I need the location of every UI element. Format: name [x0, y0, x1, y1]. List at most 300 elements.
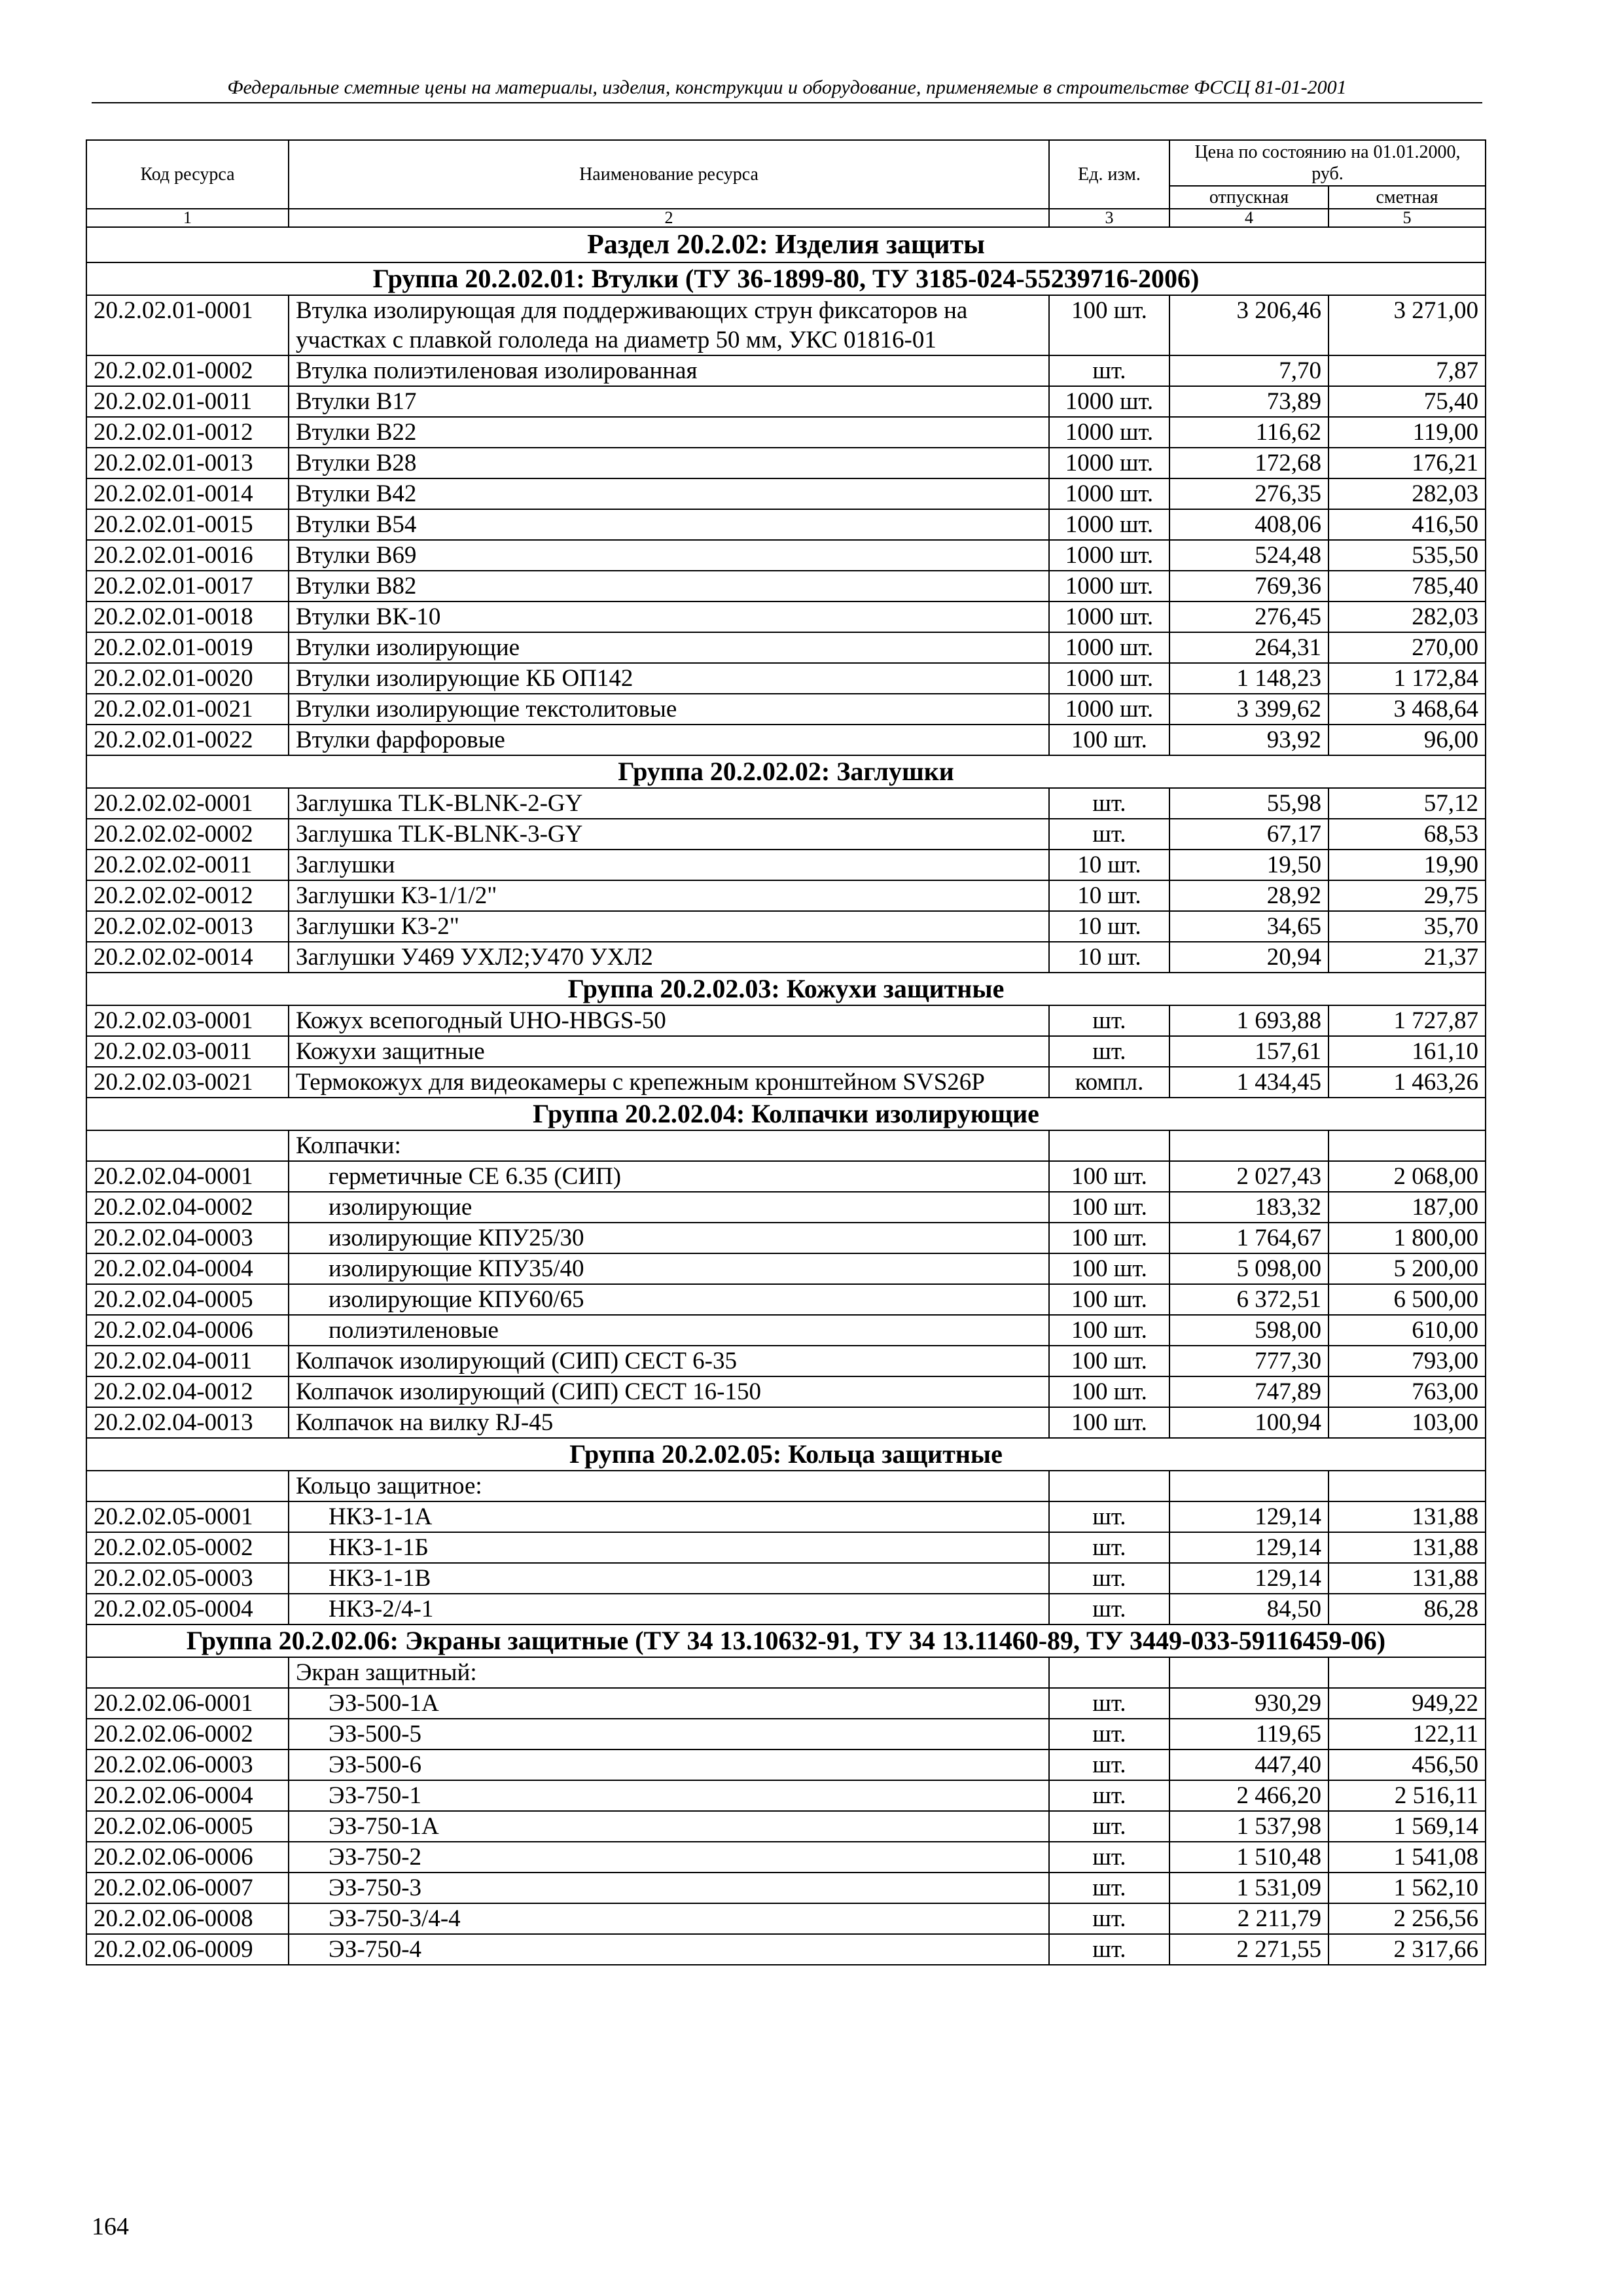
release-price-cell: 1 434,45: [1169, 1067, 1329, 1098]
code-cell: 20.2.02.04-0006: [86, 1315, 289, 1346]
code-cell: 20.2.02.01-0001: [86, 295, 289, 355]
table-row: [86, 850, 1486, 880]
code-cell: 20.2.02.02-0002: [86, 819, 289, 850]
table-row: [86, 1315, 1486, 1346]
subhead-label: Колпачки:: [289, 1130, 1049, 1161]
col-header-release: отпускная: [1169, 186, 1329, 209]
unit-cell: шт.: [1049, 1501, 1169, 1532]
table-row: [86, 295, 1486, 355]
table-row: [86, 1284, 1486, 1315]
empty-cell: [86, 1657, 289, 1688]
unit-cell: шт.: [1049, 788, 1169, 819]
name-cell: Заглушка TLK-BLNK-3-GY: [289, 819, 1049, 850]
table-row: [86, 1501, 1486, 1532]
unit-cell: компл.: [1049, 1067, 1169, 1098]
table-row: [86, 1036, 1486, 1067]
unit-cell: 1000 шт.: [1049, 694, 1169, 725]
name-cell: полиэтиленовые: [289, 1315, 1049, 1346]
unit-cell: шт.: [1049, 1842, 1169, 1873]
estimate-price-cell: 6 500,00: [1329, 1284, 1486, 1315]
code-cell: 20.2.02.01-0022: [86, 725, 289, 755]
estimate-price-cell: 122,11: [1329, 1719, 1486, 1749]
estimate-price-cell: 949,22: [1329, 1688, 1486, 1719]
name-cell: Заглушка TLK-BLNK-2-GY: [289, 788, 1049, 819]
name-cell: НКЗ-2/4-1: [289, 1594, 1049, 1624]
release-price-cell: 747,89: [1169, 1376, 1329, 1407]
code-cell: 20.2.02.04-0012: [86, 1376, 289, 1407]
table-row: [86, 1811, 1486, 1842]
code-cell: 20.2.02.01-0021: [86, 694, 289, 725]
estimate-price-cell: 1 569,14: [1329, 1811, 1486, 1842]
unit-cell: 100 шт.: [1049, 1253, 1169, 1284]
unit-cell: 100 шт.: [1049, 1346, 1169, 1376]
code-cell: 20.2.02.01-0018: [86, 601, 289, 632]
table-row: [86, 880, 1486, 911]
table-row: [86, 1719, 1486, 1749]
name-cell: Заглушки К3-2": [289, 911, 1049, 942]
release-price-cell: 6 372,51: [1169, 1284, 1329, 1315]
empty-cell: [1169, 1130, 1329, 1161]
name-cell: Заглушки У469 УХЛ2;У470 УХЛ2: [289, 942, 1049, 973]
empty-cell: [1329, 1130, 1486, 1161]
release-price-cell: 276,35: [1169, 478, 1329, 509]
code-cell: 20.2.02.06-0003: [86, 1749, 289, 1780]
table-body: [86, 227, 1486, 1965]
unit-cell: 100 шт.: [1049, 1284, 1169, 1315]
estimate-price-cell: 1 800,00: [1329, 1223, 1486, 1253]
estimate-price-cell: 29,75: [1329, 880, 1486, 911]
release-price-cell: 1 693,88: [1169, 1005, 1329, 1036]
unit-cell: 100 шт.: [1049, 1223, 1169, 1253]
table-row: [86, 1161, 1486, 1192]
name-cell: Заглушки К3-1/1/2": [289, 880, 1049, 911]
col-number: 2: [289, 209, 1049, 227]
table-row: [86, 571, 1486, 601]
code-cell: 20.2.02.02-0001: [86, 788, 289, 819]
name-cell: Втулки В82: [289, 571, 1049, 601]
table-row: [86, 1842, 1486, 1873]
unit-cell: шт.: [1049, 1005, 1169, 1036]
release-price-cell: 5 098,00: [1169, 1253, 1329, 1284]
code-cell: 20.2.02.06-0006: [86, 1842, 289, 1873]
code-cell: 20.2.02.04-0013: [86, 1407, 289, 1438]
group-title: Группа 20.2.02.06: Экраны защитные (ТУ 34 13.10632-91, ТУ 34 13.11460-89, ТУ 3449-033-59116459-06): [86, 1624, 1486, 1657]
unit-cell: шт.: [1049, 1934, 1169, 1965]
name-cell: Втулка полиэтиленовая изолированная: [289, 355, 1049, 386]
table-row: [86, 448, 1486, 478]
table-row: [86, 1376, 1486, 1407]
name-cell: Колпачок изолирующий (СИП) СЕСТ 6-35: [289, 1346, 1049, 1376]
unit-cell: шт.: [1049, 819, 1169, 850]
code-cell: 20.2.02.01-0020: [86, 663, 289, 694]
group-row: [86, 1438, 1486, 1471]
release-price-cell: 1 510,48: [1169, 1842, 1329, 1873]
table-row: [86, 417, 1486, 448]
estimate-price-cell: 131,88: [1329, 1563, 1486, 1594]
subhead-row: [86, 1657, 1486, 1688]
code-cell: 20.2.02.01-0016: [86, 540, 289, 571]
estimate-price-cell: 763,00: [1329, 1376, 1486, 1407]
name-cell: Втулки В69: [289, 540, 1049, 571]
unit-cell: 1000 шт.: [1049, 632, 1169, 663]
estimate-price-cell: 456,50: [1329, 1749, 1486, 1780]
code-cell: 20.2.02.02-0012: [86, 880, 289, 911]
group-row: [86, 262, 1486, 295]
estimate-price-cell: 75,40: [1329, 386, 1486, 417]
estimate-price-cell: 416,50: [1329, 509, 1486, 540]
code-cell: 20.2.02.01-0014: [86, 478, 289, 509]
unit-cell: 10 шт.: [1049, 911, 1169, 942]
table-row: [86, 1563, 1486, 1594]
unit-cell: 1000 шт.: [1049, 571, 1169, 601]
name-cell: Колпачок на вилку RJ-45: [289, 1407, 1049, 1438]
estimate-price-cell: 270,00: [1329, 632, 1486, 663]
group-row: [86, 755, 1486, 788]
name-cell: ЭЗ-750-4: [289, 1934, 1049, 1965]
name-cell: герметичные СЕ 6.35 (СИП): [289, 1161, 1049, 1192]
release-price-cell: 19,50: [1169, 850, 1329, 880]
name-cell: Втулки ВК-10: [289, 601, 1049, 632]
table-row: [86, 663, 1486, 694]
estimate-price-cell: 2 317,66: [1329, 1934, 1486, 1965]
col-header-name: Наименование ресурса: [289, 140, 1049, 209]
group-row: [86, 1098, 1486, 1130]
code-cell: 20.2.02.01-0015: [86, 509, 289, 540]
subhead-row: [86, 1130, 1486, 1161]
estimate-price-cell: 161,10: [1329, 1036, 1486, 1067]
code-cell: 20.2.02.02-0014: [86, 942, 289, 973]
unit-cell: шт.: [1049, 1811, 1169, 1842]
table-row: [86, 601, 1486, 632]
unit-cell: 100 шт.: [1049, 725, 1169, 755]
table-row: [86, 540, 1486, 571]
empty-cell: [1169, 1471, 1329, 1501]
unit-cell: 1000 шт.: [1049, 478, 1169, 509]
code-cell: 20.2.02.01-0013: [86, 448, 289, 478]
estimate-price-cell: 57,12: [1329, 788, 1486, 819]
name-cell: НКЗ-1-1Б: [289, 1532, 1049, 1563]
code-cell: 20.2.02.01-0011: [86, 386, 289, 417]
code-cell: 20.2.02.03-0001: [86, 1005, 289, 1036]
table-row: [86, 911, 1486, 942]
table-row: [86, 355, 1486, 386]
estimate-price-cell: 1 463,26: [1329, 1067, 1486, 1098]
estimate-price-cell: 131,88: [1329, 1501, 1486, 1532]
unit-cell: шт.: [1049, 1719, 1169, 1749]
table-row: [86, 478, 1486, 509]
section-row: [86, 227, 1486, 262]
unit-cell: шт.: [1049, 1780, 1169, 1811]
empty-cell: [1049, 1471, 1169, 1501]
unit-cell: 100 шт.: [1049, 1407, 1169, 1438]
release-price-cell: 157,61: [1169, 1036, 1329, 1067]
estimate-price-cell: 3 271,00: [1329, 295, 1486, 355]
unit-cell: шт.: [1049, 1688, 1169, 1719]
code-cell: 20.2.02.06-0004: [86, 1780, 289, 1811]
unit-cell: 100 шт.: [1049, 295, 1169, 355]
group-row: [86, 1624, 1486, 1657]
unit-cell: 10 шт.: [1049, 942, 1169, 973]
estimate-price-cell: 35,70: [1329, 911, 1486, 942]
release-price-cell: 129,14: [1169, 1563, 1329, 1594]
release-price-cell: 2 027,43: [1169, 1161, 1329, 1192]
code-cell: 20.2.02.06-0001: [86, 1688, 289, 1719]
running-header: Федеральные сметные цены на материалы, изделия, конструкции и оборудование, применяемые в строительстве ФССЦ 81-01-2001: [92, 73, 1482, 103]
estimate-price-cell: 2 256,56: [1329, 1903, 1486, 1934]
unit-cell: шт.: [1049, 1532, 1169, 1563]
subhead-label: Экран защитный:: [289, 1657, 1049, 1688]
table-row: [86, 509, 1486, 540]
table-row: [86, 1594, 1486, 1624]
code-cell: 20.2.02.04-0003: [86, 1223, 289, 1253]
release-price-cell: 3 399,62: [1169, 694, 1329, 725]
code-cell: 20.2.02.06-0009: [86, 1934, 289, 1965]
release-price-cell: 100,94: [1169, 1407, 1329, 1438]
name-cell: изолирующие КПУ60/65: [289, 1284, 1049, 1315]
code-cell: 20.2.02.05-0002: [86, 1532, 289, 1563]
code-cell: 20.2.02.04-0005: [86, 1284, 289, 1315]
unit-cell: 100 шт.: [1049, 1315, 1169, 1346]
estimate-price-cell: 86,28: [1329, 1594, 1486, 1624]
name-cell: Втулки фарфоровые: [289, 725, 1049, 755]
estimate-price-cell: 176,21: [1329, 448, 1486, 478]
name-cell: Втулки В28: [289, 448, 1049, 478]
estimate-price-cell: 21,37: [1329, 942, 1486, 973]
code-cell: 20.2.02.01-0017: [86, 571, 289, 601]
code-cell: 20.2.02.03-0021: [86, 1067, 289, 1098]
release-price-cell: 777,30: [1169, 1346, 1329, 1376]
code-cell: 20.2.02.05-0004: [86, 1594, 289, 1624]
code-cell: 20.2.02.02-0011: [86, 850, 289, 880]
name-cell: ЭЗ-750-3/4-4: [289, 1903, 1049, 1934]
unit-cell: шт.: [1049, 1036, 1169, 1067]
name-cell: Колпачок изолирующий (СИП) СЕСТ 16-150: [289, 1376, 1049, 1407]
estimate-price-cell: 1 541,08: [1329, 1842, 1486, 1873]
table-row: [86, 1688, 1486, 1719]
estimate-price-cell: 5 200,00: [1329, 1253, 1486, 1284]
release-price-cell: 264,31: [1169, 632, 1329, 663]
name-cell: Втулки изолирующие КБ ОП142: [289, 663, 1049, 694]
table-row: [86, 1749, 1486, 1780]
release-price-cell: 7,70: [1169, 355, 1329, 386]
release-price-cell: 20,94: [1169, 942, 1329, 973]
estimate-price-cell: 119,00: [1329, 417, 1486, 448]
name-cell: Втулки В42: [289, 478, 1049, 509]
estimate-price-cell: 282,03: [1329, 601, 1486, 632]
estimate-price-cell: 2 516,11: [1329, 1780, 1486, 1811]
name-cell: ЭЗ-750-3: [289, 1873, 1049, 1903]
estimate-price-cell: 793,00: [1329, 1346, 1486, 1376]
section-title: Раздел 20.2.02: Изделия защиты: [86, 227, 1486, 262]
release-price-cell: 2 271,55: [1169, 1934, 1329, 1965]
release-price-cell: 119,65: [1169, 1719, 1329, 1749]
name-cell: Втулки В54: [289, 509, 1049, 540]
unit-cell: шт.: [1049, 1873, 1169, 1903]
unit-cell: 1000 шт.: [1049, 386, 1169, 417]
table-row: [86, 1780, 1486, 1811]
release-price-cell: 129,14: [1169, 1532, 1329, 1563]
release-price-cell: 276,45: [1169, 601, 1329, 632]
empty-cell: [1329, 1657, 1486, 1688]
code-cell: 20.2.02.06-0005: [86, 1811, 289, 1842]
release-price-cell: 183,32: [1169, 1192, 1329, 1223]
name-cell: НКЗ-1-1А: [289, 1501, 1049, 1532]
code-cell: 20.2.02.06-0007: [86, 1873, 289, 1903]
release-price-cell: 172,68: [1169, 448, 1329, 478]
name-cell: Втулки В22: [289, 417, 1049, 448]
table-row: [86, 694, 1486, 725]
group-title: Группа 20.2.02.01: Втулки (ТУ 36-1899-80, ТУ 3185-024-55239716-2006): [86, 262, 1486, 295]
table-row: [86, 1532, 1486, 1563]
estimate-price-cell: 282,03: [1329, 478, 1486, 509]
release-price-cell: 28,92: [1169, 880, 1329, 911]
empty-cell: [1049, 1130, 1169, 1161]
unit-cell: шт.: [1049, 1594, 1169, 1624]
release-price-cell: 1 531,09: [1169, 1873, 1329, 1903]
code-cell: 20.2.02.02-0013: [86, 911, 289, 942]
estimate-price-cell: 1 727,87: [1329, 1005, 1486, 1036]
unit-cell: шт.: [1049, 355, 1169, 386]
code-cell: 20.2.02.01-0002: [86, 355, 289, 386]
name-cell: Втулки изолирующие текстолитовые: [289, 694, 1049, 725]
empty-cell: [1169, 1657, 1329, 1688]
group-title: Группа 20.2.02.03: Кожухи защитные: [86, 973, 1486, 1005]
subhead-row: [86, 1471, 1486, 1501]
col-header-price: Цена по состоянию на 01.01.2000, руб.: [1169, 140, 1486, 186]
release-price-cell: 34,65: [1169, 911, 1329, 942]
name-cell: ЭЗ-500-6: [289, 1749, 1049, 1780]
estimate-price-cell: 7,87: [1329, 355, 1486, 386]
estimate-price-cell: 187,00: [1329, 1192, 1486, 1223]
col-number: 3: [1049, 209, 1169, 227]
code-cell: 20.2.02.06-0002: [86, 1719, 289, 1749]
code-cell: 20.2.02.01-0012: [86, 417, 289, 448]
release-price-cell: 73,89: [1169, 386, 1329, 417]
table-row: [86, 725, 1486, 755]
release-price-cell: 84,50: [1169, 1594, 1329, 1624]
table-row: [86, 1346, 1486, 1376]
release-price-cell: 2 211,79: [1169, 1903, 1329, 1934]
col-number: 5: [1329, 209, 1486, 227]
name-cell: изолирующие: [289, 1192, 1049, 1223]
name-cell: Термокожух для видеокамеры с крепежным кронштейном SVS26P: [289, 1067, 1049, 1098]
unit-cell: 1000 шт.: [1049, 540, 1169, 571]
subhead-label: Кольцо защитное:: [289, 1471, 1049, 1501]
empty-cell: [1049, 1657, 1169, 1688]
group-title: Группа 20.2.02.02: Заглушки: [86, 755, 1486, 788]
table-row: [86, 819, 1486, 850]
table-row: [86, 942, 1486, 973]
table-row: [86, 1934, 1486, 1965]
unit-cell: 1000 шт.: [1049, 509, 1169, 540]
estimate-price-cell: 131,88: [1329, 1532, 1486, 1563]
code-cell: 20.2.02.05-0001: [86, 1501, 289, 1532]
group-title: Группа 20.2.02.05: Кольца защитные: [86, 1438, 1486, 1471]
estimate-price-cell: 1 172,84: [1329, 663, 1486, 694]
release-price-cell: 930,29: [1169, 1688, 1329, 1719]
unit-cell: шт.: [1049, 1749, 1169, 1780]
name-cell: изолирующие КПУ25/30: [289, 1223, 1049, 1253]
unit-cell: 10 шт.: [1049, 850, 1169, 880]
estimate-price-cell: 68,53: [1329, 819, 1486, 850]
table-row: [86, 1873, 1486, 1903]
unit-cell: 1000 шт.: [1049, 663, 1169, 694]
release-price-cell: 769,36: [1169, 571, 1329, 601]
name-cell: Заглушки: [289, 850, 1049, 880]
estimate-price-cell: 610,00: [1329, 1315, 1486, 1346]
estimate-price-cell: 785,40: [1329, 571, 1486, 601]
release-price-cell: 1 537,98: [1169, 1811, 1329, 1842]
table-row: [86, 1253, 1486, 1284]
release-price-cell: 524,48: [1169, 540, 1329, 571]
estimate-price-cell: 2 068,00: [1329, 1161, 1486, 1192]
col-header-unit: Ед. изм.: [1049, 140, 1169, 209]
estimate-price-cell: 3 468,64: [1329, 694, 1486, 725]
name-cell: Втулки изолирующие: [289, 632, 1049, 663]
table-row: [86, 1903, 1486, 1934]
code-cell: 20.2.02.04-0011: [86, 1346, 289, 1376]
table-header: [86, 140, 1486, 227]
release-price-cell: 93,92: [1169, 725, 1329, 755]
unit-cell: 10 шт.: [1049, 880, 1169, 911]
code-cell: 20.2.02.04-0004: [86, 1253, 289, 1284]
code-cell: 20.2.02.01-0019: [86, 632, 289, 663]
code-cell: 20.2.02.04-0002: [86, 1192, 289, 1223]
unit-cell: 100 шт.: [1049, 1376, 1169, 1407]
estimate-price-cell: 1 562,10: [1329, 1873, 1486, 1903]
code-cell: 20.2.02.04-0001: [86, 1161, 289, 1192]
unit-cell: 100 шт.: [1049, 1192, 1169, 1223]
col-number: 1: [86, 209, 289, 227]
name-cell: Втулки В17: [289, 386, 1049, 417]
name-cell: ЭЗ-750-1: [289, 1780, 1049, 1811]
name-cell: Втулка изолирующая для поддерживающих струн фиксаторов на участках с плавкой гололеда на диаметр 50 мм, УКС 01816-01: [289, 295, 1049, 355]
name-cell: Кожухи защитные: [289, 1036, 1049, 1067]
unit-cell: шт.: [1049, 1903, 1169, 1934]
name-cell: ЭЗ-750-2: [289, 1842, 1049, 1873]
table-row: [86, 1192, 1486, 1223]
page-number: 164: [92, 2213, 129, 2240]
group-row: [86, 973, 1486, 1005]
release-price-cell: 3 206,46: [1169, 295, 1329, 355]
table-row: [86, 788, 1486, 819]
empty-cell: [86, 1130, 289, 1161]
estimate-price-cell: 103,00: [1329, 1407, 1486, 1438]
release-price-cell: 408,06: [1169, 509, 1329, 540]
name-cell: ЭЗ-500-1А: [289, 1688, 1049, 1719]
name-cell: ЭЗ-500-5: [289, 1719, 1049, 1749]
table-row: [86, 1223, 1486, 1253]
name-cell: изолирующие КПУ35/40: [289, 1253, 1049, 1284]
release-price-cell: 1 148,23: [1169, 663, 1329, 694]
empty-cell: [86, 1471, 289, 1501]
price-table: [86, 139, 1486, 1965]
col-header-code: Код ресурса: [86, 140, 289, 209]
empty-cell: [1329, 1471, 1486, 1501]
release-price-cell: 116,62: [1169, 417, 1329, 448]
unit-cell: шт.: [1049, 1563, 1169, 1594]
unit-cell: 1000 шт.: [1049, 601, 1169, 632]
release-price-cell: 129,14: [1169, 1501, 1329, 1532]
release-price-cell: 2 466,20: [1169, 1780, 1329, 1811]
group-title: Группа 20.2.02.04: Колпачки изолирующие: [86, 1098, 1486, 1130]
col-header-estimate: сметная: [1329, 186, 1486, 209]
release-price-cell: 1 764,67: [1169, 1223, 1329, 1253]
release-price-cell: 598,00: [1169, 1315, 1329, 1346]
unit-cell: 1000 шт.: [1049, 417, 1169, 448]
estimate-price-cell: 19,90: [1329, 850, 1486, 880]
estimate-price-cell: 535,50: [1329, 540, 1486, 571]
